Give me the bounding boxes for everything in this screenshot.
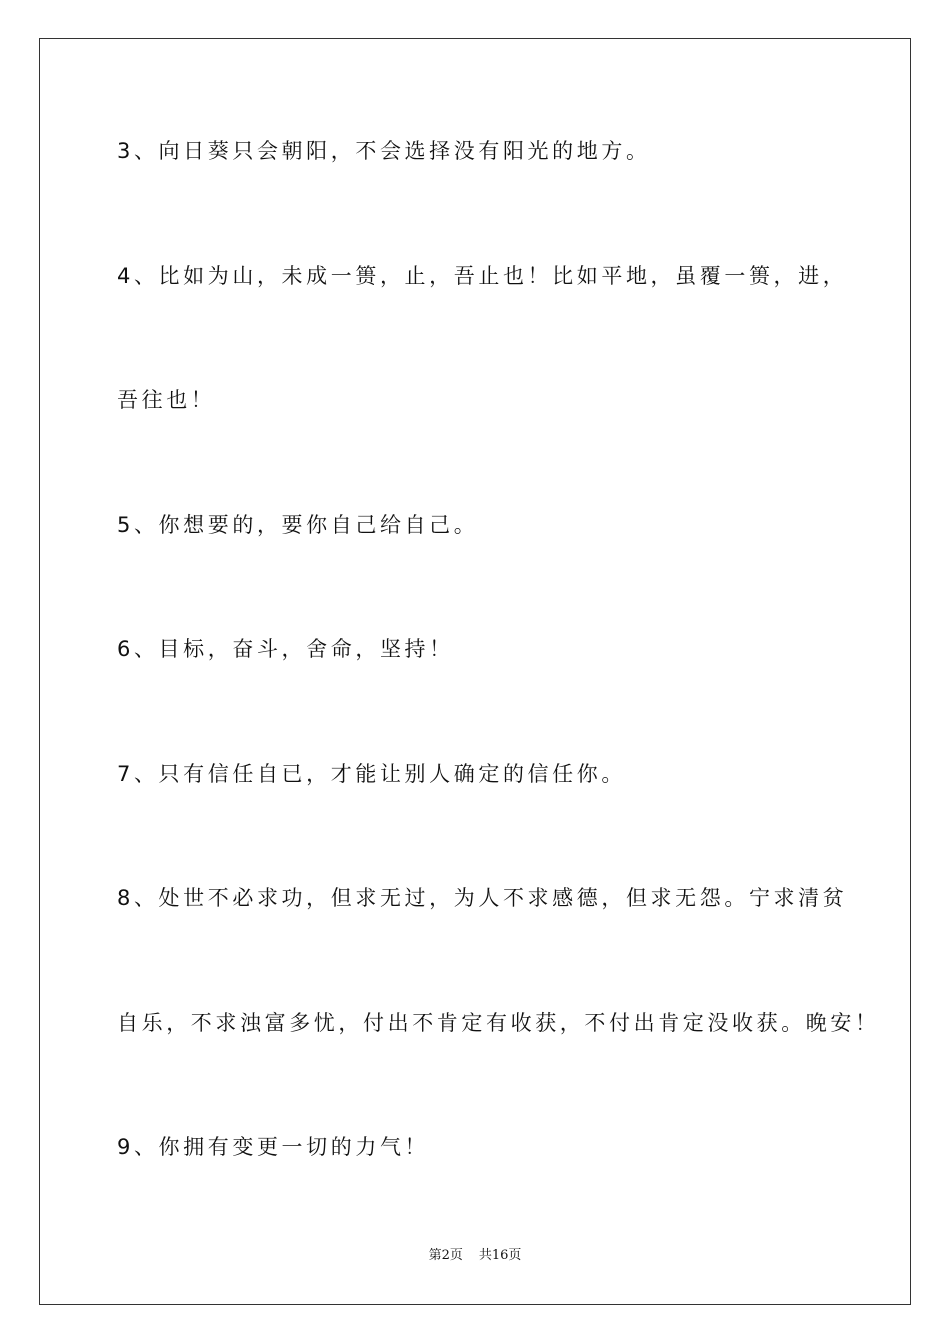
text-line-item-6: 6、目标，奋斗，舍命，坚持！ bbox=[117, 637, 454, 661]
page-total: 共16页 bbox=[478, 1248, 522, 1263]
text-line-item-4: 4、比如为山，未成一篑，止，吾止也！比如平地，虽覆一篑，进， bbox=[117, 264, 848, 288]
text-line-item-5: 5、你想要的，要你自己给自己。 bbox=[117, 513, 479, 537]
text-line-item-8-continued: 自乐，不求浊富多忧，付出不肯定有收获，不付出肯定没收获。晚安！ bbox=[117, 1011, 880, 1035]
page-footer bbox=[0, 1247, 950, 1265]
page-number: 第2页 bbox=[428, 1248, 463, 1263]
text-line-item-3: 3、向日葵只会朝阳，不会选择没有阳光的地方。 bbox=[117, 139, 651, 163]
text-line-item-4-continued: 吾往也！ bbox=[117, 388, 216, 412]
page-border bbox=[39, 38, 911, 1305]
text-line-item-8: 8、处世不必求功，但求无过，为人不求感德，但求无怨。宁求清贫 bbox=[117, 886, 848, 910]
text-line-item-7: 7、只有信任自已，才能让别人确定的信任你。 bbox=[117, 762, 626, 786]
text-line-item-9: 9、你拥有变更一切的力气！ bbox=[117, 1135, 430, 1159]
